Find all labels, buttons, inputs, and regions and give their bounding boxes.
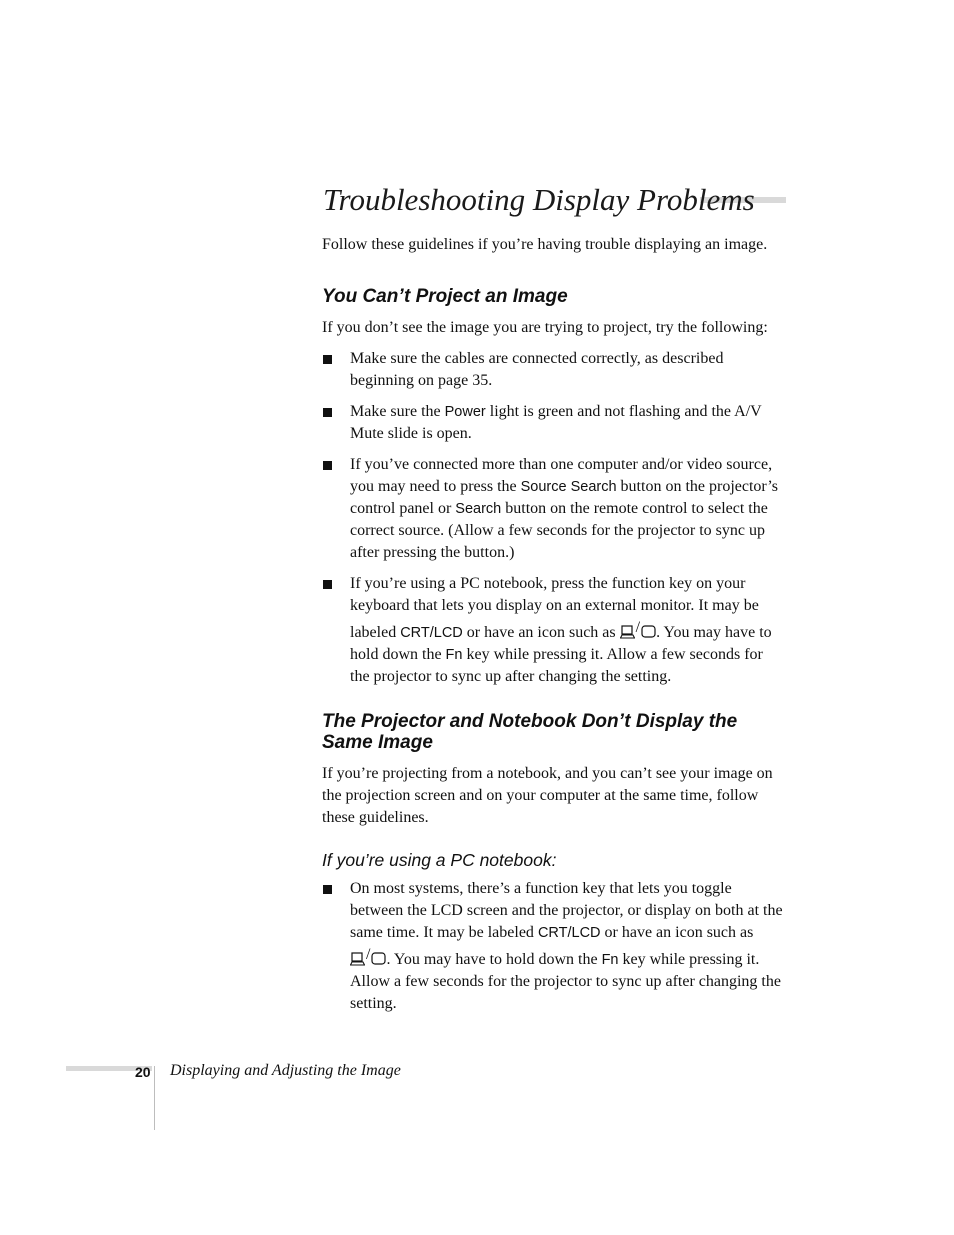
list-item: Make sure the Power light is green and not flashing and the A/V Mute slide is open.	[322, 401, 784, 445]
crt-lcd-icon: /	[620, 617, 656, 639]
page-title: Troubleshooting Display Problems	[323, 182, 755, 217]
bullet-square-icon	[323, 461, 332, 470]
list-item: If you’ve connected more than one computer and/or video source, you may need to press the Source Search button on the projector’s control panel or Search button on the remote control to select the correct source. (Allow a few seconds for the projector to sync up after pressing the button.)	[322, 454, 784, 564]
key-label: Power	[444, 404, 486, 420]
section-cant-project	[322, 286, 784, 307]
bullet-list	[322, 401, 784, 445]
running-footer-title: Displaying and Adjusting the Image	[170, 1062, 401, 1079]
footer-divider	[154, 1066, 155, 1130]
list-item: If you’re using a PC notebook, press the function key on your keyboard that lets you display on an external monitor. It may be labeled CRT/LCD or have an icon such as / . You may have to hold down the Fn key while pressing it. Allow a few seconds for the projector to sync up after changing the setting.	[322, 573, 784, 688]
key-label: CRT/LCD	[400, 625, 463, 641]
bullet-square-icon	[323, 408, 332, 417]
crt-lcd-icon: /	[350, 944, 386, 966]
bullet-list	[322, 348, 784, 392]
key-label: Fn	[445, 647, 463, 663]
section-heading: You Can’t Project an Image	[322, 286, 568, 307]
key-label: Source Search	[520, 479, 617, 495]
monitor-icon	[371, 952, 386, 966]
section-heading: The Projector and Notebook Don’t Display the Same Image	[322, 711, 738, 753]
monitor-icon	[641, 625, 656, 639]
list-item: Make sure the cables are connected correctly, as described beginning on page 35.	[322, 348, 784, 392]
bullet-square-icon	[323, 580, 332, 589]
notebook-icon	[620, 625, 635, 639]
notebook-icon	[350, 952, 365, 966]
intro-paragraph: Follow these guidelines if you’re having trouble displaying an image.	[322, 236, 768, 253]
list-item: On most systems, there’s a function key that lets you toggle between the LCD screen and the projector, or display on both at the same time. It may be labeled CRT/LCD or have an icon such as / . You may have to hold down the Fn key while pressing it. Allow a few seconds for the projector to sync up after changing the setting.	[322, 878, 784, 1015]
bullet-square-icon	[323, 885, 332, 894]
bullet-list	[322, 454, 784, 564]
bullet-list	[322, 573, 784, 688]
section-same-image	[322, 711, 784, 753]
section1-intro: If you don’t see the image you are trying to project, try the following:	[322, 319, 768, 336]
bullet-list	[322, 878, 784, 1015]
key-label: CRT/LCD	[537, 925, 601, 941]
bullet-square-icon	[323, 355, 332, 364]
key-label: Search	[455, 501, 502, 517]
page-number: 20	[135, 1064, 151, 1080]
section2-intro: If you’re projecting from a notebook, and you can’t see your image on the projection screen and on your computer at the same time, follow these guidelines.	[322, 765, 773, 826]
subsection-heading: If you’re using a PC notebook:	[322, 850, 557, 870]
key-label: Fn	[601, 952, 619, 968]
